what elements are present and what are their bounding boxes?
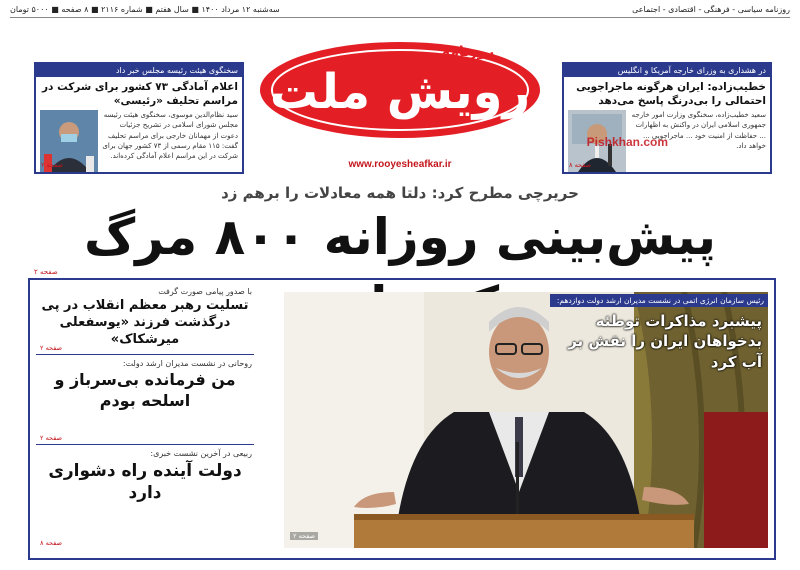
story-rouhani (36, 355, 254, 445)
story-kicker: روحانی در نشست مدیران ارشد دولت: (122, 359, 252, 368)
left-box-kicker: سخنگوی هیئت رئیسه مجلس خبر داد (36, 64, 242, 77)
logo-emblem (258, 32, 542, 144)
left-box-body: سید نظام‌الدین موسوی، سخنگوی هیئت رئیسه مجلس شورای اسلامی در تشریح جزئیات دعوت از مهمانان خارجی برای مراسم تحلیف گفت: ۱۱۵ مقام رسمی از ۷۳ کشور جهان برای شرکت در این مراسم اعلام آمادگی کرده‌اند. (102, 111, 238, 160)
superhead: حریرچی مطرح کرد: دلتا همه معادلات را برهم زد (221, 184, 579, 202)
story-page-ref: صفحه ۲ (40, 344, 63, 352)
photo-story-headline: پیشبرد مذاکرات توطئه بدخواهان ایران را نقش بر آب کرد (568, 312, 762, 371)
story-headline: من فرمانده بی‌سرباز و اسلحه بودم (54, 370, 236, 410)
masthead (250, 22, 550, 172)
photo-story-page-ref: صفحه ۲ (290, 532, 318, 540)
story-page-ref: صفحه ۲ (40, 434, 63, 442)
watermark: Pishkhan.com (586, 135, 668, 149)
photo-story-kicker: رئیس سازمان انرژی اتمی در نشست مدیران ارشد دولت دوازدهم: (550, 294, 768, 307)
story-page-ref: صفحه ۸ (40, 539, 63, 547)
story-rabiei (36, 445, 254, 549)
story-kicker: با صدور پیامی صورت گرفت (158, 287, 252, 296)
site-url[interactable]: www.rooyesheafkar.ir (348, 159, 452, 170)
photo-story (550, 294, 768, 376)
right-news-box (562, 62, 772, 174)
paper-type: روزنامه سیاسی - فرهنگی - اقتصادی - اجتماعی (632, 5, 790, 14)
logo-small-text: روزنامه (441, 44, 495, 60)
logo-name-text: رویش ملت (269, 64, 531, 120)
issue-info: سه‌شنبه ۱۲ مرداد ۱۴۰۰ ■ سال هفتم ■ شماره ۲۱۱۶ ■ ۸ صفحه ■ ۵۰۰۰ تومان (10, 5, 280, 14)
right-box-page-ref: صفحه ۸ (569, 161, 592, 169)
story-headline: دولت آینده راه دشواری دارد (48, 461, 242, 504)
left-box-page-ref: صفحه ۲ (41, 161, 64, 169)
story-condolence (36, 283, 254, 355)
left-news-box (34, 62, 244, 174)
stories-column (36, 283, 254, 555)
story-headline: تسلیت رهبر معظم انقلاب در پی درگذشت فرزند «یوسفعلی میرشکاک» (41, 298, 249, 347)
left-box-title: اعلام آمادگی ۷۳ کشور برای شرکت در مراسم تحلیف «رئیسی» (42, 81, 238, 108)
right-box-title: خطیب‌زاده: ایران هرگونه ماجراجویی احتمالی را بی‌درنگ پاسخ می‌دهد (576, 81, 766, 108)
main-headline-page-ref: صفحه ۲ (34, 268, 58, 276)
top-info-line (10, 4, 790, 18)
story-kicker: ربیعی در آخرین نشست خبری: (150, 449, 252, 458)
main-headline: پیش‌بینی روزانه ۸۰۰ مرگ (84, 208, 716, 266)
right-box-body: سعید خطیب‌زاده، سخنگوی وزارت امور خارجه جمهوری اسلامی ایران در واکنش به اظهارات ... حفاظت از امنیت خود ... ماجراجویی ... خواهد داد. (631, 111, 766, 150)
right-box-kicker: در هشداری به وزرای خارجه آمریکا و انگلیس (564, 64, 770, 77)
